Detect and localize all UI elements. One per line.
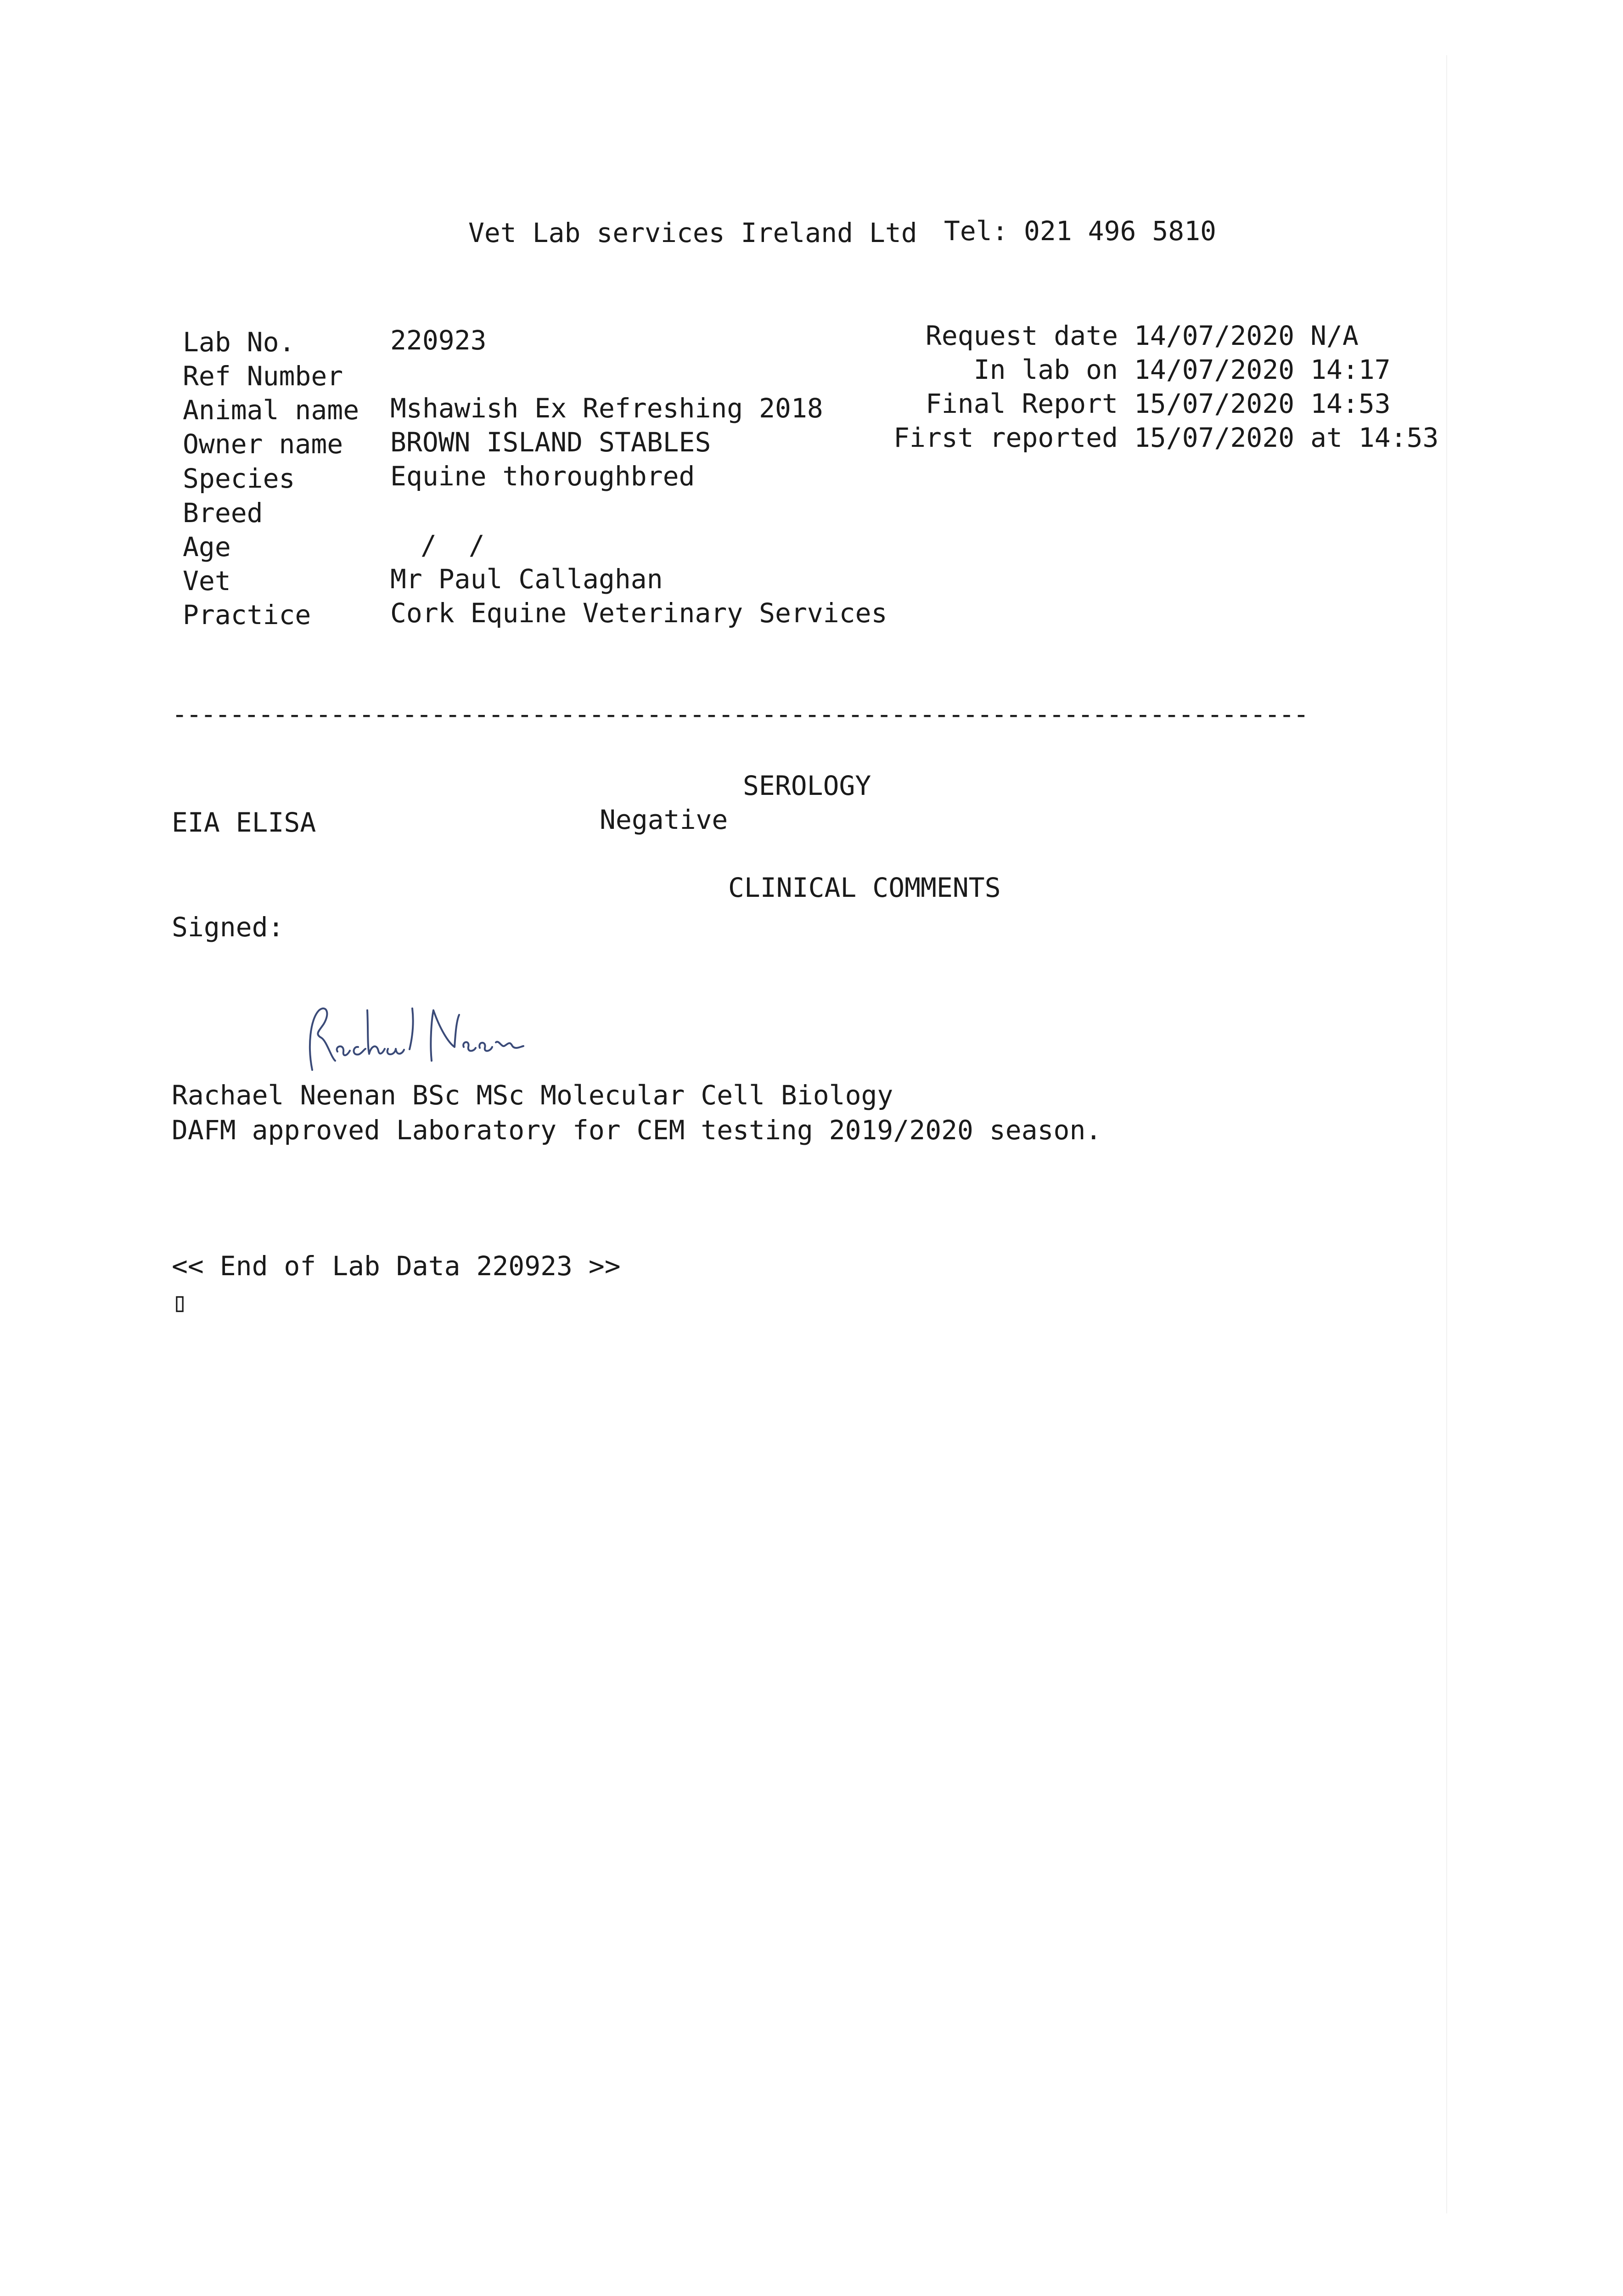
in-lab-value: 14/07/2020 14:17	[1134, 354, 1391, 385]
handwritten-signature	[294, 992, 533, 1084]
vet-value: Mr Paul Callaghan	[390, 563, 663, 595]
breed-label: Breed	[183, 497, 263, 529]
first-reported-label: First reported	[893, 422, 1118, 453]
owner-name-value: BROWN ISLAND STABLES	[390, 427, 711, 458]
scan-edge-shadow	[1446, 55, 1447, 2213]
serology-heading: SEROLOGY	[743, 770, 871, 801]
company-name: Vet Lab services Ireland Ltd	[468, 217, 917, 248]
signatory-name-line: Rachael Neenan BSc MSc Molecular Cell Biology	[172, 1080, 893, 1111]
lab-no-value: 220923	[390, 325, 487, 356]
dashed-separator: -------------------------------------------------------------------------------	[172, 699, 1308, 730]
species-label: Species	[183, 463, 295, 494]
final-report-label: Final Report	[925, 388, 1118, 419]
request-date-value: 14/07/2020 N/A	[1134, 320, 1359, 351]
lab-no-label: Lab No.	[183, 326, 295, 358]
clinical-comments-heading: CLINICAL COMMENTS	[728, 872, 1001, 903]
final-report-value: 15/07/2020 14:53	[1134, 388, 1391, 419]
practice-label: Practice	[183, 599, 311, 630]
age-value: / /	[421, 529, 485, 561]
end-glyph: ▯	[172, 1286, 188, 1317]
telephone-number: 021 496 5810	[1024, 215, 1217, 247]
serology-result: Negative	[600, 804, 728, 835]
signed-label: Signed:	[172, 912, 284, 943]
in-lab-label: In lab on	[973, 354, 1118, 385]
end-of-lab-data: << End of Lab Data 220923 >>	[172, 1250, 621, 1282]
animal-name-value: Mshawish Ex Refreshing 2018	[390, 393, 823, 424]
owner-name-label: Owner name	[183, 428, 343, 460]
age-label: Age	[183, 531, 231, 563]
serology-test-name: EIA ELISA	[172, 807, 316, 838]
first-reported-value: 15/07/2020 at 14:53	[1134, 422, 1439, 453]
ref-number-label: Ref Number	[183, 360, 343, 392]
approval-line: DAFM approved Laboratory for CEM testing 2019/2020 season.	[172, 1114, 1102, 1146]
request-date-label: Request date	[925, 320, 1118, 351]
vet-label: Vet	[183, 565, 231, 597]
practice-value: Cork Equine Veterinary Services	[390, 597, 887, 629]
species-value: Equine thoroughbred	[390, 461, 695, 492]
animal-name-label: Animal name	[183, 394, 359, 426]
telephone-label: Tel:	[944, 215, 1008, 247]
